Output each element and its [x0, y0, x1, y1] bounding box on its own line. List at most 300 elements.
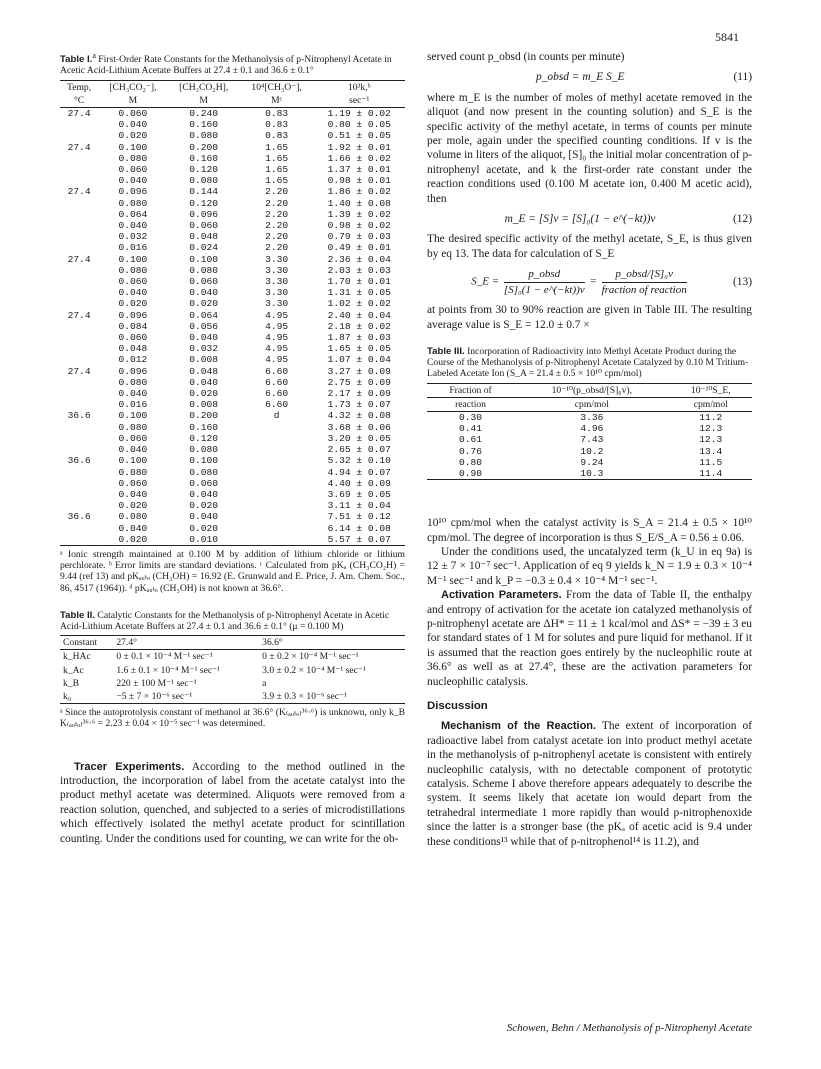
table-cell: 0.020 — [98, 534, 168, 546]
table-cell: 1.31 ± 0.05 — [327, 287, 391, 299]
table1-header-top — [60, 80, 405, 94]
table-cell: 0.080 — [189, 444, 219, 456]
equation-13-den1: [S]₀(1 − e^(−kt))v — [503, 283, 585, 296]
table-row — [60, 354, 405, 365]
table-cell: 6.14 ± 0.08 — [327, 522, 391, 534]
table-cell: 1.40 ± 0.08 — [327, 197, 391, 209]
table-row — [60, 209, 405, 220]
equation-11-body: p_obsd = m_E S_E — [536, 71, 625, 84]
table-cell — [60, 298, 98, 309]
table-cell — [240, 511, 314, 522]
table-cell: 1.65 — [265, 141, 289, 153]
table2-footnote: ᵃ Since the autoprotolysis constant of methanol at 36.6° (K₍ₐᵤₜₒ₎³⁶·⁶) is unknown, only k_B K₍ₐᵤₜₒ₎³⁶·⁶ = 2.23 ± 0.04 × 10⁻⁵ sec⁻¹ was determined. — [60, 707, 405, 730]
table-cell: 0.060 — [118, 164, 148, 176]
table-cell: 1.65 — [265, 164, 289, 176]
table-cell — [60, 343, 98, 354]
table3-body — [427, 411, 752, 479]
table-row — [60, 343, 405, 354]
table-row — [60, 467, 405, 478]
table3-caption-text: Incorporation of Radioactivity into Methyl Acetate Product during the Course of the Methanolysis of p-Nitrophenyl Acetate Catalyzed by 0.10 M Tritium-Labeled Acetate Ion (S_A = 21.4 ± 0.5 × 10¹⁰ cpm/mol) — [427, 345, 749, 380]
table1-header-bottom — [60, 94, 405, 108]
table-cell: 1.02 ± 0.02 — [327, 298, 391, 310]
table-row — [427, 411, 752, 423]
table-cell: 36.6 — [67, 410, 91, 422]
table-row — [60, 298, 405, 309]
table1-footnote: ᵃ Ionic strength maintained at 0.100 M by addition of lithium chloride or lithium perchlorate. ᵇ Error limits are standard deviations. ᶜ Calculated from pKₐ (CH₃CO₂H) = 9.44 (ref 13) and pKₐᵤₜₒ (CH₃OH) = 16.92 (E. Grunwald and E. Price, J. Am. Chem. Soc., 86, 4517 (1964)). ᵈ pKₐᵤₜₒ (CH₃OH) is not known at 36.6°. — [60, 548, 405, 594]
table1-label: Table I. — [60, 54, 93, 66]
table1-header-cell: 10³k,ᵇ — [314, 80, 405, 94]
table-cell — [60, 276, 98, 287]
table-cell — [60, 287, 98, 298]
table-cell: 0.096 — [189, 208, 219, 220]
table-cell: 2.17 ± 0.09 — [327, 388, 391, 400]
table-cell: 11.4 — [670, 468, 752, 480]
table-cell — [240, 500, 314, 511]
table-cell — [60, 478, 98, 489]
table-cell: 2.75 ± 0.09 — [327, 376, 391, 388]
table-row — [60, 254, 405, 265]
table-cell: 9.24 — [580, 456, 604, 468]
mechanism-heading: Mechanism of the Reaction. — [441, 720, 597, 733]
table-cell — [60, 242, 98, 253]
left-column — [60, 50, 405, 857]
table-cell: 0.032 — [118, 231, 148, 243]
table-cell: 3.27 ± 0.09 — [327, 365, 391, 377]
table-cell: 3.11 ± 0.04 — [327, 500, 391, 512]
table-row — [60, 444, 405, 455]
table-cell: 0.010 — [168, 534, 240, 546]
table-cell: 0.016 — [118, 242, 148, 254]
table1-caption-text: First-Order Rate Constants for the Methanolysis of p-Nitrophenyl Acetate in Acetic Acid-Lithium Acetate Buffers at 27.4 ± 0.1 and 36.6 ± 0.1° — [60, 54, 392, 77]
equation-11-number: (11) — [733, 71, 752, 84]
equation-13-num1: p_obsd — [504, 267, 585, 282]
table-cell: 3.36 — [580, 411, 604, 423]
equation-13-frac1 — [504, 267, 585, 297]
table-cell: 3.68 ± 0.06 — [327, 421, 391, 433]
table-cell: 2.20 — [265, 242, 289, 254]
table-row — [60, 366, 405, 377]
table-cell: 1.87 ± 0.03 — [327, 332, 391, 344]
table-cell: 27.4 — [67, 108, 91, 119]
table-row — [60, 511, 405, 522]
table-row — [60, 455, 405, 466]
table1-header-cell: M — [98, 94, 168, 108]
table-cell: 0.41 — [459, 423, 483, 435]
table-cell: 0 ± 0.2 × 10⁻⁴ M⁻¹ sec⁻¹ — [262, 651, 359, 663]
table-cell: 0.100 — [189, 253, 219, 265]
table-cell: 6.60 — [265, 399, 289, 411]
equation-13-num2: p_obsd/[S]₀v — [602, 267, 687, 282]
table3-header-cell: Fraction of — [427, 383, 514, 397]
table-cell — [60, 399, 98, 410]
table-cell: 0.064 — [189, 309, 219, 321]
table-cell — [60, 119, 98, 130]
table-row — [60, 186, 405, 197]
table-cell: 0.096 — [118, 309, 148, 321]
table-cell: 0.040 — [189, 488, 219, 500]
table2-header-cell: 36.6° — [259, 636, 405, 650]
table-cell — [60, 209, 98, 220]
table-cell: 0 ± 0.1 × 10⁻⁴ M⁻¹ sec⁻¹ — [116, 651, 213, 663]
table-cell: 1.19 ± 0.02 — [327, 108, 391, 119]
table-cell: 0.144 — [189, 186, 219, 198]
table-cell: 1.86 ± 0.02 — [327, 186, 391, 198]
table-cell: 1.65 — [265, 152, 289, 164]
table-cell: 0.060 — [189, 220, 219, 232]
table-cell: 0.040 — [118, 388, 148, 400]
table-cell: 0.020 — [189, 298, 219, 310]
table3 — [427, 383, 752, 481]
table-row — [60, 265, 405, 276]
table-cell: 0.060 — [118, 477, 148, 489]
equation-13 — [427, 267, 752, 297]
table-cell: 0.51 ± 0.05 — [327, 130, 391, 142]
table-row — [427, 423, 752, 434]
table-cell — [60, 265, 98, 276]
table-cell: 6.60 — [265, 376, 289, 388]
table-cell: 2.40 ± 0.04 — [327, 309, 391, 321]
table-cell: 4.96 — [580, 423, 604, 435]
table-row — [60, 231, 405, 242]
table-cell: 0.040 — [118, 444, 148, 456]
table-cell: 3.0 ± 0.2 × 10⁻⁴ M⁻¹ sec⁻¹ — [262, 664, 366, 676]
table-row — [60, 130, 405, 141]
table-cell — [60, 164, 98, 175]
table-cell — [240, 422, 314, 433]
equation-11 — [427, 70, 752, 84]
table3-header-cell: reaction — [427, 397, 514, 411]
table-cell — [60, 433, 98, 444]
table-cell: 27.4 — [67, 141, 91, 153]
table-row — [427, 457, 752, 468]
table-cell: 0.060 — [118, 332, 148, 344]
table-cell: 2.36 ± 0.04 — [327, 253, 391, 265]
equation-13-number: (13) — [733, 275, 752, 288]
table-cell: 27.4 — [67, 186, 91, 198]
table-cell: 1.92 ± 0.01 — [327, 141, 391, 153]
table-cell: 0.080 — [118, 421, 148, 433]
table-cell: 0.020 — [189, 500, 219, 512]
table1-header-cell: °C — [60, 94, 98, 108]
table1-header-cell: sec⁻¹ — [314, 94, 405, 108]
table-cell: 4.95 — [265, 343, 289, 355]
table-cell: 2.65 ± 0.07 — [327, 444, 391, 456]
table-row — [60, 310, 405, 321]
table-cell: 7.51 ± 0.12 — [327, 511, 391, 523]
table-cell: 0.80 ± 0.05 — [327, 119, 391, 131]
table2-caption-text: Catalytic Constants for the Methanolysis of p-Nitrophenyl Acetate in Acetic Acid-Lithium Acetate Buffers at 27.4 ± 0.1 and 36.6 ± 0.1° (μ = 0.100 M) — [60, 609, 390, 632]
table-row — [60, 332, 405, 343]
table-cell: −5 ± 7 × 10⁻⁶ sec⁻¹ — [113, 690, 259, 704]
table-cell: k_B — [63, 677, 79, 689]
table-cell: 0.080 — [118, 511, 148, 523]
table-cell: 4.95 — [265, 354, 289, 366]
table-row — [427, 434, 752, 445]
table-cell: 0.060 — [118, 108, 148, 119]
table-cell: 0.160 — [189, 152, 219, 164]
table-cell: 4.95 — [265, 309, 289, 321]
table-row — [60, 410, 405, 421]
table-row — [60, 478, 405, 489]
para-catalyst-activity: 10¹⁰ cpm/mol when the catalyst activity is S_A = 21.4 ± 0.5 × 10¹⁰ cpm/mol. The degree of incorporation is thus S_E/S_A = 0.56 ± 0.06. — [427, 517, 752, 544]
table-cell — [60, 332, 98, 343]
table-row — [60, 321, 405, 332]
table-cell: 0.76 — [459, 445, 483, 457]
table-cell: 0.096 — [118, 365, 148, 377]
para-uncatalyzed: Under the conditions used, the uncatalyzed term (k_U in eq 9a) is 12 ± 7 × 10⁻⁷ sec⁻¹. Application of eq 9 yields k_N = 1.9 ± 0.3 × 10⁻⁴ M⁻¹ sec⁻¹ and k_P = −0.3 ± 0.4 × 10⁻⁴ M⁻¹ sec⁻¹. — [427, 545, 752, 587]
table-cell — [60, 175, 98, 186]
table-cell: 0.020 — [118, 130, 148, 142]
table-cell — [60, 500, 98, 511]
equation-13-equals: = — [589, 275, 597, 288]
table-cell — [60, 130, 98, 141]
table-cell — [60, 377, 98, 388]
table-cell: a — [262, 677, 267, 689]
table-cell: 11.5 — [699, 456, 723, 468]
equation-13-body — [427, 267, 733, 297]
table-cell: 0.060 — [118, 276, 148, 288]
table-cell: 12.3 — [699, 434, 723, 446]
table-cell: 0.83 — [265, 130, 289, 142]
table-row — [60, 153, 405, 164]
table-cell: 3.9 ± 0.3 × 10⁻⁶ sec⁻¹ — [259, 690, 405, 704]
table-cell — [60, 231, 98, 242]
table-cell: 1.73 ± 0.07 — [327, 399, 391, 411]
table-cell: 1.65 — [265, 175, 289, 187]
table1-body — [60, 108, 405, 546]
table-cell: 4.32 ± 0.08 — [327, 410, 391, 422]
table-cell: 0.016 — [118, 399, 148, 411]
table-cell: 0.30 — [459, 411, 483, 423]
table3-header-cell: 10⁻¹⁰S_E, — [670, 383, 752, 397]
table-cell — [60, 523, 98, 534]
table2-body — [60, 650, 405, 704]
table-cell: 4.40 ± 0.09 — [327, 477, 391, 489]
running-footer: Schowen, Behn / Methanolysis of p-Nitrophenyl Acetate — [506, 1022, 752, 1034]
table-cell: 2.18 ± 0.02 — [327, 320, 391, 332]
table-cell: 4.95 — [265, 320, 289, 332]
table-cell: 3.20 ± 0.05 — [327, 432, 391, 444]
table-cell: 0.200 — [189, 141, 219, 153]
table-cell — [240, 534, 314, 546]
table-cell: 0.040 — [118, 522, 148, 534]
table-cell: 4.95 — [265, 332, 289, 344]
table-cell — [60, 422, 98, 433]
table-cell: 0.008 — [189, 354, 219, 366]
table1-header-cell: 10⁴[CH₃O⁻], — [240, 80, 314, 94]
table-cell: 36.6 — [67, 511, 91, 523]
table-row — [60, 650, 405, 664]
table-row — [60, 534, 405, 546]
table3-header-cell: 10⁻¹⁰(p_obsd/[S]₀v), — [514, 383, 670, 397]
table-cell — [60, 534, 98, 546]
table-cell: 3.30 — [265, 276, 289, 288]
table-cell: 0.048 — [118, 343, 148, 355]
table-cell: 13.4 — [699, 445, 723, 457]
table-row — [60, 399, 405, 410]
table-cell: 0.160 — [189, 421, 219, 433]
table-cell: 0.98 ± 0.01 — [327, 175, 391, 187]
table-cell: 3.30 — [265, 298, 289, 310]
table-cell: 0.056 — [189, 320, 219, 332]
table-row — [60, 220, 405, 231]
table-row — [60, 388, 405, 399]
table-row — [60, 108, 405, 120]
table-cell: 2.20 — [265, 208, 289, 220]
table-cell: 1.6 ± 0.1 × 10⁻⁴ M⁻¹ sec⁻¹ — [116, 664, 221, 676]
tracer-text: According to the method outlined in the introduction, the incorporation of label from the acetate catalyst into the product methyl acetate was determined. Aliquots were removed from a reaction solution, quenched, and subjected to a series of microdistillations which effectively isolated the methyl acetate product for scintillation counting. Under the conditions used for counting, we can write for the ob- — [60, 760, 405, 845]
table-row — [60, 422, 405, 433]
equation-12-body: m_E = [S]v = [S]₀(1 − e^(−kt))v — [504, 213, 656, 226]
table-cell — [60, 388, 98, 399]
table-cell: 1.70 ± 0.01 — [327, 276, 391, 288]
table-row — [60, 175, 405, 186]
table-cell: 0.100 — [118, 455, 148, 467]
table2-label: Table II. — [60, 609, 96, 621]
table-cell: 0.120 — [189, 432, 219, 444]
table2-caption — [60, 610, 405, 632]
table3-header-cell: cpm/mol — [670, 397, 752, 411]
table-cell: 0.120 — [189, 197, 219, 209]
table-cell: 0.080 — [118, 466, 148, 478]
table-cell: 0.040 — [189, 511, 219, 523]
table-row — [60, 433, 405, 444]
table-cell: 0.080 — [118, 264, 148, 276]
tracer-heading: Tracer Experiments. — [74, 760, 185, 773]
table-cell: 0.83 — [265, 108, 289, 119]
table-cell — [60, 321, 98, 332]
table-cell — [60, 220, 98, 231]
table-cell — [240, 489, 314, 500]
table-cell: 0.200 — [189, 410, 219, 422]
table-row — [427, 468, 752, 480]
table-cell: 0.060 — [118, 432, 148, 444]
table-cell: 0.080 — [189, 175, 219, 187]
table-cell: 10.2 — [580, 445, 604, 457]
para-desired: The desired specific activity of the methyl acetate, S_E, is thus given by eq 13. The data for calculation of S_E — [427, 233, 752, 260]
table-cell: k_HAc — [63, 651, 91, 663]
table-row — [60, 142, 405, 153]
table-row — [427, 446, 752, 457]
table-cell: 0.040 — [118, 287, 148, 299]
table-row — [60, 690, 405, 704]
discussion-heading: Discussion — [427, 700, 488, 713]
table-cell: 0.100 — [189, 455, 219, 467]
table-cell — [240, 478, 314, 489]
table2-header — [60, 636, 405, 650]
table-cell: 5.57 ± 0.07 — [314, 534, 405, 546]
table-cell: k_Ac — [63, 664, 84, 676]
table-row — [60, 242, 405, 253]
table1-header-cell: Mᶜ — [240, 94, 314, 108]
table-cell: 0.020 — [118, 500, 148, 512]
table2-header-cell: Constant — [60, 636, 113, 650]
table-cell: 0.080 — [118, 376, 148, 388]
table-cell: 0.79 ± 0.03 — [327, 231, 391, 243]
equation-13-frac2 — [602, 267, 687, 297]
table-row — [60, 523, 405, 534]
table-cell: 3.30 — [265, 264, 289, 276]
table-cell: 0.048 — [189, 365, 219, 377]
table-cell — [240, 467, 314, 478]
equation-13-den2: fraction of reaction — [601, 283, 687, 296]
table-cell: 0.61 — [459, 434, 483, 446]
table-cell — [60, 354, 98, 365]
table-cell: 1.66 ± 0.02 — [327, 152, 391, 164]
table-cell: 3.30 — [265, 287, 289, 299]
table-cell: 1.37 ± 0.01 — [327, 164, 391, 176]
table-cell: 6.60 — [265, 365, 289, 377]
table-cell: 0.120 — [189, 164, 219, 176]
table-cell: 2.03 ± 0.03 — [327, 264, 391, 276]
table-cell: 0.040 — [118, 488, 148, 500]
activation-heading: Activation Parameters. — [441, 589, 562, 602]
table3-header-bottom — [427, 397, 752, 411]
table-cell: 0.040 — [189, 332, 219, 344]
table1-header-cell: M — [168, 94, 240, 108]
table-cell: d — [273, 410, 280, 422]
table3-header-top — [427, 383, 752, 397]
table-cell: 0.080 — [189, 264, 219, 276]
table-cell: 0.020 — [118, 298, 148, 310]
table-cell: 0.012 — [118, 354, 148, 366]
table-row — [60, 287, 405, 298]
table-cell: 2.20 — [265, 231, 289, 243]
table-cell — [60, 467, 98, 478]
table-cell: 0.100 — [118, 253, 148, 265]
table-cell: 10.3 — [514, 468, 670, 480]
table1-header-cell: [CH₃CO₂H], — [168, 80, 240, 94]
table-cell: 0.100 — [118, 410, 148, 422]
activation-text: From the data of Table II, the enthalpy and entropy of activation for the acetate ion catalyzed methanolysis of p-nitrophenyl acetate are ΔH* = 11 ± 1 kcal/mol and ΔS* = −39 ± 3 eu for standard states of 1 M for solutes and pure liquid for methanol. If it is assumed that the reaction goes entirely by the nucleophilic route at 36.6° as well as at 27.4°, these are the activation parameters for nucleophilic catalysis. — [427, 589, 753, 688]
table-row — [60, 198, 405, 209]
table-row — [60, 276, 405, 287]
table-cell: 0.096 — [118, 186, 148, 198]
mechanism-text: The extent of incorporation of radioactive label from catalyst acetate ion into product methyl acetate in the methanolysis of p-nitrophenyl acetate is consistent with entirely nucleophilic catalysis, with no detectable component of prototytic catalysis. Scheme I above therefore appears adequately to describe the system. It seems likely that acetate ion would depart from the tetrahedral intermediate 1 more rapidly than would p-nitrophenoxide since the latter is a stronger base (the pKₐ of acetic acid is 9.4 under these conditions¹³ while that of p-nitrophenol¹⁴ is 11.2), and — [427, 720, 752, 848]
table-cell: 0.040 — [118, 175, 148, 187]
table-cell — [60, 489, 98, 500]
table1-caption — [60, 50, 405, 77]
table-cell: 6.60 — [265, 388, 289, 400]
table-cell: 0.160 — [189, 119, 219, 131]
table-cell: 0.032 — [189, 343, 219, 355]
table-cell: 27.4 — [67, 253, 91, 265]
para-where: where m_E is the number of moles of methyl acetate removed in the aliquot (and now present in the counting solution) and S_E is the specific activity of the methyl acetate, in terms of counts per minute per mole, again under the specified counting conditions. If v is the volume in liters of the aliquot, [S]₀ the initial molar concentration of p-nitrophenyl acetate, and k the first-order rate constant under the reaction conditions used (0.100 M acetate ion, 0.400 M acetic acid), then — [427, 91, 752, 205]
table-cell: 0.024 — [189, 242, 219, 254]
table3-label: Table III. — [427, 345, 465, 357]
table-cell — [240, 523, 314, 534]
table-cell: 0.084 — [118, 320, 148, 332]
table-row — [60, 119, 405, 130]
table1-caption-sup: a — [92, 51, 96, 60]
table-cell: 27.4 — [67, 365, 91, 377]
para-points: at points from 30 to 90% reaction are given in Table III. The resulting average value is S_E = 12.0 ± 0.7 × — [427, 304, 752, 331]
table-cell: 0.040 — [189, 287, 219, 299]
table3-caption — [427, 346, 752, 380]
table-cell — [240, 444, 314, 455]
table-cell: 1.07 ± 0.04 — [327, 354, 391, 366]
table-cell: 0.90 — [427, 468, 514, 480]
table-cell: 0.80 — [459, 456, 483, 468]
table-row — [60, 377, 405, 388]
table-cell: 1.39 ± 0.02 — [327, 208, 391, 220]
table-cell: 0.040 — [118, 119, 148, 131]
right-column — [427, 50, 752, 849]
tracer-paragraph — [60, 760, 405, 846]
table-row — [60, 500, 405, 511]
equation-12 — [427, 212, 752, 226]
para-served-count: served count p_obsd (in counts per minute) — [427, 51, 625, 63]
